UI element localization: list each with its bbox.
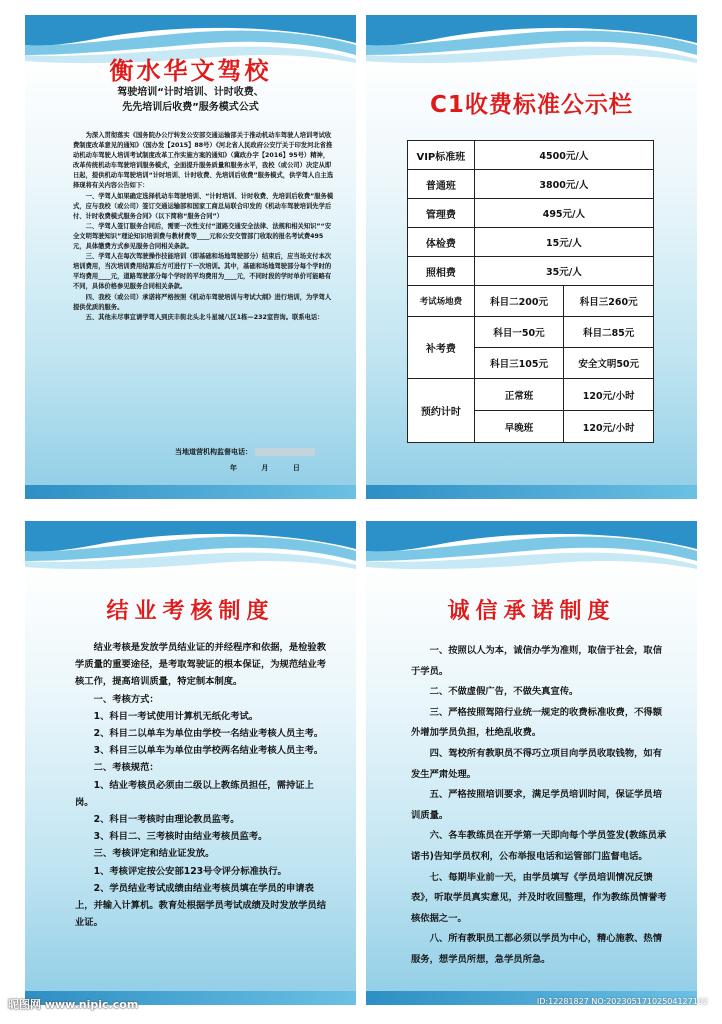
rule-paragraph: 八、所有教职员工都必须以学员为中心，精心施教、热情服务，想学员所想，急学员所急。: [411, 933, 663, 965]
rule-paragraph: 二、不做虚假广告，不做失真宣传。: [429, 686, 579, 698]
graduation-panel: [25, 521, 356, 1005]
fee-label: 普通班: [408, 170, 475, 199]
rule-paragraph: 五、严格按照培训要求，满足学员培训时间，保证学员培训质量。: [411, 789, 663, 821]
watermark-logo: 昵图网 www.nipic.com: [8, 998, 139, 1011]
redacted-block: [255, 448, 315, 456]
rule-paragraph: 三、严格按照驾陪行业统一规定的收费标准收费，不得额外增加学员负担，杜绝乱收费。: [411, 706, 663, 739]
rule-paragraph: 一、按照以人为本，诚信办学为准则，取信于社会，取信于学员。: [411, 645, 663, 677]
bottom-bar: [25, 485, 356, 499]
rule-paragraph: 2、学员结业考试成绩由结业考核员填在学员的申请表上，并输入计算机。教育处根据学员考试成绩及时发放学员结业证。: [75, 882, 327, 929]
rule-paragraph: 结业考核是发放学员结业证的并经程序和依据，是检验教学质量的重要途径，是考取驾驶证的根本保证，为规范结业考核工作，提高培训质量，特定制本制度。: [75, 642, 327, 688]
integrity-body: [411, 641, 671, 971]
bottom-bar: [366, 485, 697, 499]
table-row: [408, 228, 654, 257]
notice-paragraph: 四、我校（或公司）承诺将严格按照《机动车驾驶培训与考试大纲》进行培训，为学驾人提供优质的服务。: [73, 293, 332, 311]
fee-label: 管理费: [408, 199, 475, 228]
table-row: [408, 199, 654, 228]
rule-paragraph: 三、考核评定和结业证发放。: [93, 848, 215, 860]
fee-label: VIP标准班: [408, 141, 475, 170]
fee-value: 早晚班: [474, 411, 564, 443]
blue-swoosh-decoration: [366, 15, 697, 95]
watermark-id: ID:12281827 NO:20230517102504127102: [536, 997, 708, 1006]
table-row: [408, 286, 654, 317]
table-row: [408, 317, 654, 348]
rule-paragraph: 1、结业考核员必须由二级以上教练员担任，需持证上岗。: [75, 779, 314, 808]
fee-panel: [366, 15, 697, 499]
rule-paragraph: 3、科目二、三考核时由结业考核员监考。: [93, 831, 268, 843]
notice-paragraph: 一、学驾人如果确定选择机动车驾驶培训、“计时培训、计时收费、先培训后收费”服务模式，应与我校（或公司）签订交通运输部和国家工商总局联合印发的《机动车驾驶培训先学后付、计时收费模式服务合同》（以下简称“服务合同”）: [73, 192, 334, 220]
fee-value: 科目一50元: [474, 317, 564, 348]
school-title: 衡水华文驾校: [109, 56, 272, 85]
notice-paragraph: 二、学驾人签订服务合同后，需要一次性支付“道路交通安全法律、法规和相关知识”“安全文明驾驶知识”理论知识培训费与教材费等____元和公安交管部门收取的报名考试费495元，具体缴费方式参见服务合同相关条款。: [73, 222, 331, 251]
fee-value: 正常班: [474, 379, 564, 411]
supervision-phone: [175, 447, 315, 457]
notice-paragraph: 三、学驾人在每次驾驶操作技能培训（即基础和场地驾驶部分）结束后，应当场支付本次培训费用，当次培训费用结算后方可进行下一次培训。其中，基础和场地驾驶部分每个学时的平均费用____元，道路驾驶部分每个学时的平均费用为____元，不同时段的学时单价可能略有不同，具体价格参见服务合同相关条款。: [73, 253, 332, 291]
rule-paragraph: 六、各车教练员在开学第一天即向每个学员签发(教练员承诺书)告知学员权利，公布举报电话和运管部门监督电话。: [411, 830, 667, 862]
rule-paragraph: 2、科目二以单车为单位由学校一名结业考核人员主考。: [93, 728, 324, 740]
fee-value: 科目二200元: [474, 286, 564, 317]
fee-value: 3800元/人: [474, 170, 653, 199]
date-line: 年 月 日: [230, 464, 300, 472]
graduation-title: 结业考核制度: [106, 598, 275, 624]
table-row: [408, 170, 654, 199]
table-row: [408, 141, 654, 170]
fee-value: 科目二85元: [564, 317, 654, 348]
fee-value: 科目三105元: [474, 348, 564, 379]
graduation-body: [75, 639, 327, 931]
fee-value: 15元/人: [474, 228, 653, 257]
supervision-label: 当地道营机构监督电话：: [175, 448, 252, 456]
notice-paragraph: 为深入贯彻落实《国务院办公厅转发公安部交通运输部关于推动机动车驾驶人培训考试收费制度改革意见的通知》（国办发【2015】88号）《河北省人民政府公安厅关于印发河北省推动机动车驾驶人培训考试制度改革工作实施方案的通知》（冀政办字【2016】95号）精神，改革传统机动车驾驶培训服务模式，全面提升服务质量和服务水平，我校（或公司）决定从即日起，提供机动车驾驶培训“计时培训、计时收费、先培训后收费”服务模式，供学驾人自主选择现将有关内容公告如下：: [73, 132, 334, 190]
fee-label: 补考费: [408, 317, 475, 379]
fee-title: C1收费标准公示栏: [430, 92, 633, 118]
fee-label: 体检费: [408, 228, 475, 257]
integrity-panel: [366, 521, 697, 1005]
notice-subtitle: [25, 85, 356, 115]
rule-paragraph: 1、考核评定按公安部123号令评分标准执行。: [93, 865, 287, 877]
subtitle-line: 先先培训后收费”服务模式公式: [122, 102, 259, 113]
fee-label: 考试场地费: [408, 286, 475, 317]
fee-value: 4500元/人: [474, 141, 653, 170]
rule-paragraph: 一、考核方式：: [93, 693, 159, 705]
rule-paragraph: 3、科目三以单车为单位由学校两名结业考核人员主考。: [93, 745, 324, 757]
fee-value: 120元/小时: [564, 379, 654, 411]
rule-paragraph: 七、每期毕业前一天，由学员填写《学员培训情况反馈表》，听取学员真实意见，并及时收回整理，作为教练员情誉考核依据之一。: [411, 871, 667, 924]
fee-value: 35元/人: [474, 257, 653, 286]
table-row: [408, 379, 654, 411]
notice-panel: [25, 15, 356, 499]
fee-table: [407, 140, 654, 443]
fee-label: 预约计时: [408, 379, 475, 443]
fee-value: 科目三260元: [564, 286, 654, 317]
rule-paragraph: 二、考核规范：: [93, 762, 159, 774]
rule-paragraph: 2、科目一考核时由理论教员监考。: [93, 814, 240, 826]
fee-label: 照相费: [408, 257, 475, 286]
integrity-title: 诚信承诺制度: [447, 598, 616, 624]
notice-body: [73, 131, 335, 323]
subtitle-line: 驾驶培训“计时培训、计时收费、: [117, 87, 264, 98]
table-row: [408, 257, 654, 286]
fee-value: 495元/人: [474, 199, 653, 228]
rule-paragraph: 四、驾校所有教职员不得巧立项目向学员收取钱物，如有发生严肃处理。: [411, 747, 663, 780]
notice-paragraph: 五、其他未尽事宜请学驾人到庆丰街北头北斗星城八区1栋—232室咨询。联系电话：: [85, 313, 324, 321]
rule-paragraph: 1、科目一考试使用计算机无纸化考试。: [93, 710, 259, 722]
fee-value: 120元/小时: [564, 411, 654, 443]
fee-value: 安全文明50元: [564, 348, 654, 379]
blue-swoosh-decoration: [25, 521, 356, 601]
blue-swoosh-decoration: [366, 521, 697, 601]
